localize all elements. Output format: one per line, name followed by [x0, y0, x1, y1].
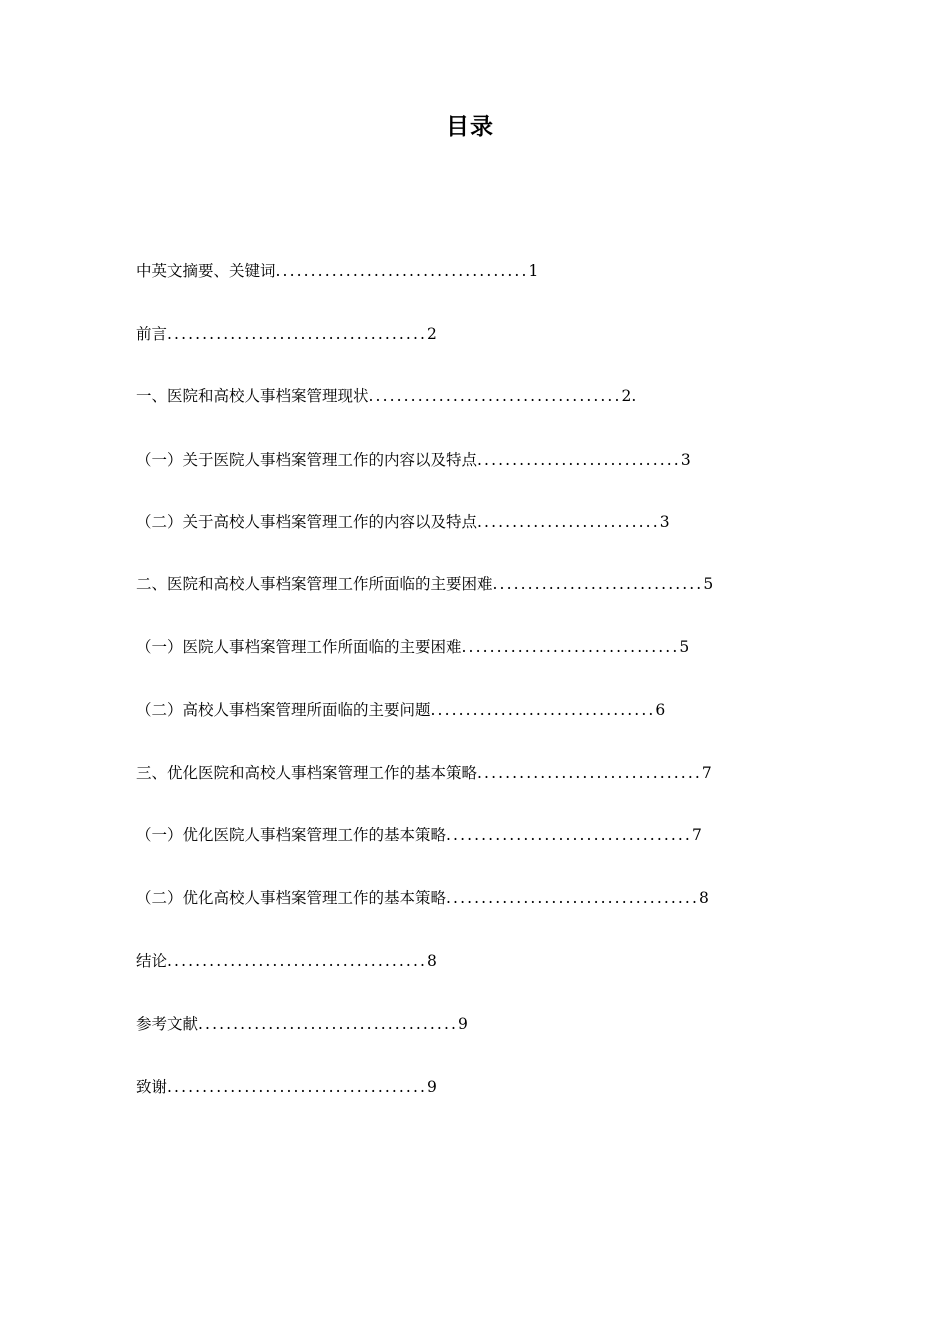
toc-entry-leader: .............................	[477, 451, 681, 469]
toc-entry-label: （一）优化医院人事档案管理工作的基本策略	[136, 826, 447, 844]
toc-entry-label: 结论	[136, 952, 168, 970]
toc-entry-leader: ....................................	[446, 889, 699, 907]
toc-entry-page: 5	[703, 575, 714, 593]
toc-entry	[136, 511, 670, 533]
toc-entry-page: 6	[655, 701, 666, 719]
toc-entry-leader: .....................................	[167, 1078, 428, 1096]
toc-entry-page: 8	[427, 952, 437, 970]
toc-entry	[136, 636, 689, 658]
toc-entry-leader: ..............................	[492, 575, 704, 593]
toc-entry-leader: ...................................	[446, 826, 692, 844]
toc-entry-page: 7	[691, 826, 702, 844]
toc-entry	[136, 699, 665, 721]
toc-entry-label: 二、医院和高校人事档案管理工作所面临的主要困难	[136, 575, 493, 593]
toc-entry	[136, 762, 712, 784]
toc-entry-page: 5	[679, 638, 690, 656]
toc-entry-leader: ................................	[477, 764, 702, 782]
toc-entry-page: 2	[427, 325, 437, 343]
toc-entry-label: 中英文摘要、关键词	[136, 262, 276, 280]
toc-entry-page: 9	[427, 1078, 437, 1096]
toc-entry-leader: ..........................	[477, 513, 660, 531]
toc-entry	[136, 950, 437, 972]
toc-entry-page: 3	[680, 451, 691, 469]
toc-entry-page: 7	[701, 764, 712, 782]
toc-entry	[136, 260, 538, 282]
toc-entry-page: 3	[659, 513, 670, 531]
toc-entry	[136, 824, 702, 846]
toc-entry-page: 1	[528, 262, 539, 280]
toc-entry	[136, 385, 636, 407]
toc-entry-label: 致谢	[136, 1078, 168, 1096]
toc-entry-leader: .....................................	[167, 325, 428, 343]
toc-entry	[136, 573, 713, 595]
toc-entry-label: 三、优化医院和高校人事档案管理工作的基本策略	[136, 764, 478, 782]
toc-entry	[136, 1076, 437, 1098]
toc-entry-label: （二）优化高校人事档案管理工作的基本策略	[136, 889, 447, 907]
toc-entry-label: （一）关于医院人事档案管理工作的内容以及特点	[136, 451, 478, 469]
toc-entry-leader: ...............................	[461, 638, 680, 656]
toc-entry	[136, 1013, 468, 1035]
toc-entry-leader: ....................................	[368, 387, 622, 405]
toc-entry-page: 8	[699, 889, 709, 907]
toc-entry-page: 2.	[621, 387, 637, 405]
toc-entry	[136, 323, 437, 345]
toc-entry-label: （二）高校人事档案管理所面临的主要问题	[136, 701, 431, 719]
toc-entry-label: 参考文献	[136, 1015, 199, 1033]
toc-entry	[136, 449, 691, 471]
toc-entry-label: 一、医院和高校人事档案管理现状	[136, 387, 369, 405]
toc-entry-leader: ................................	[430, 701, 656, 719]
toc-entry-leader: .....................................	[198, 1015, 459, 1033]
toc-entry-label: 前言	[136, 325, 168, 343]
toc-entry-label: （二）关于高校人事档案管理工作的内容以及特点	[136, 513, 478, 531]
toc-entry-leader: ....................................	[275, 262, 529, 280]
toc-entry-leader: .....................................	[167, 952, 428, 970]
toc-entry-page: 9	[458, 1015, 468, 1033]
toc-entry	[136, 887, 709, 909]
toc-title: 目录	[446, 114, 494, 140]
toc-entry-label: （一）医院人事档案管理工作所面临的主要困难	[136, 638, 462, 656]
